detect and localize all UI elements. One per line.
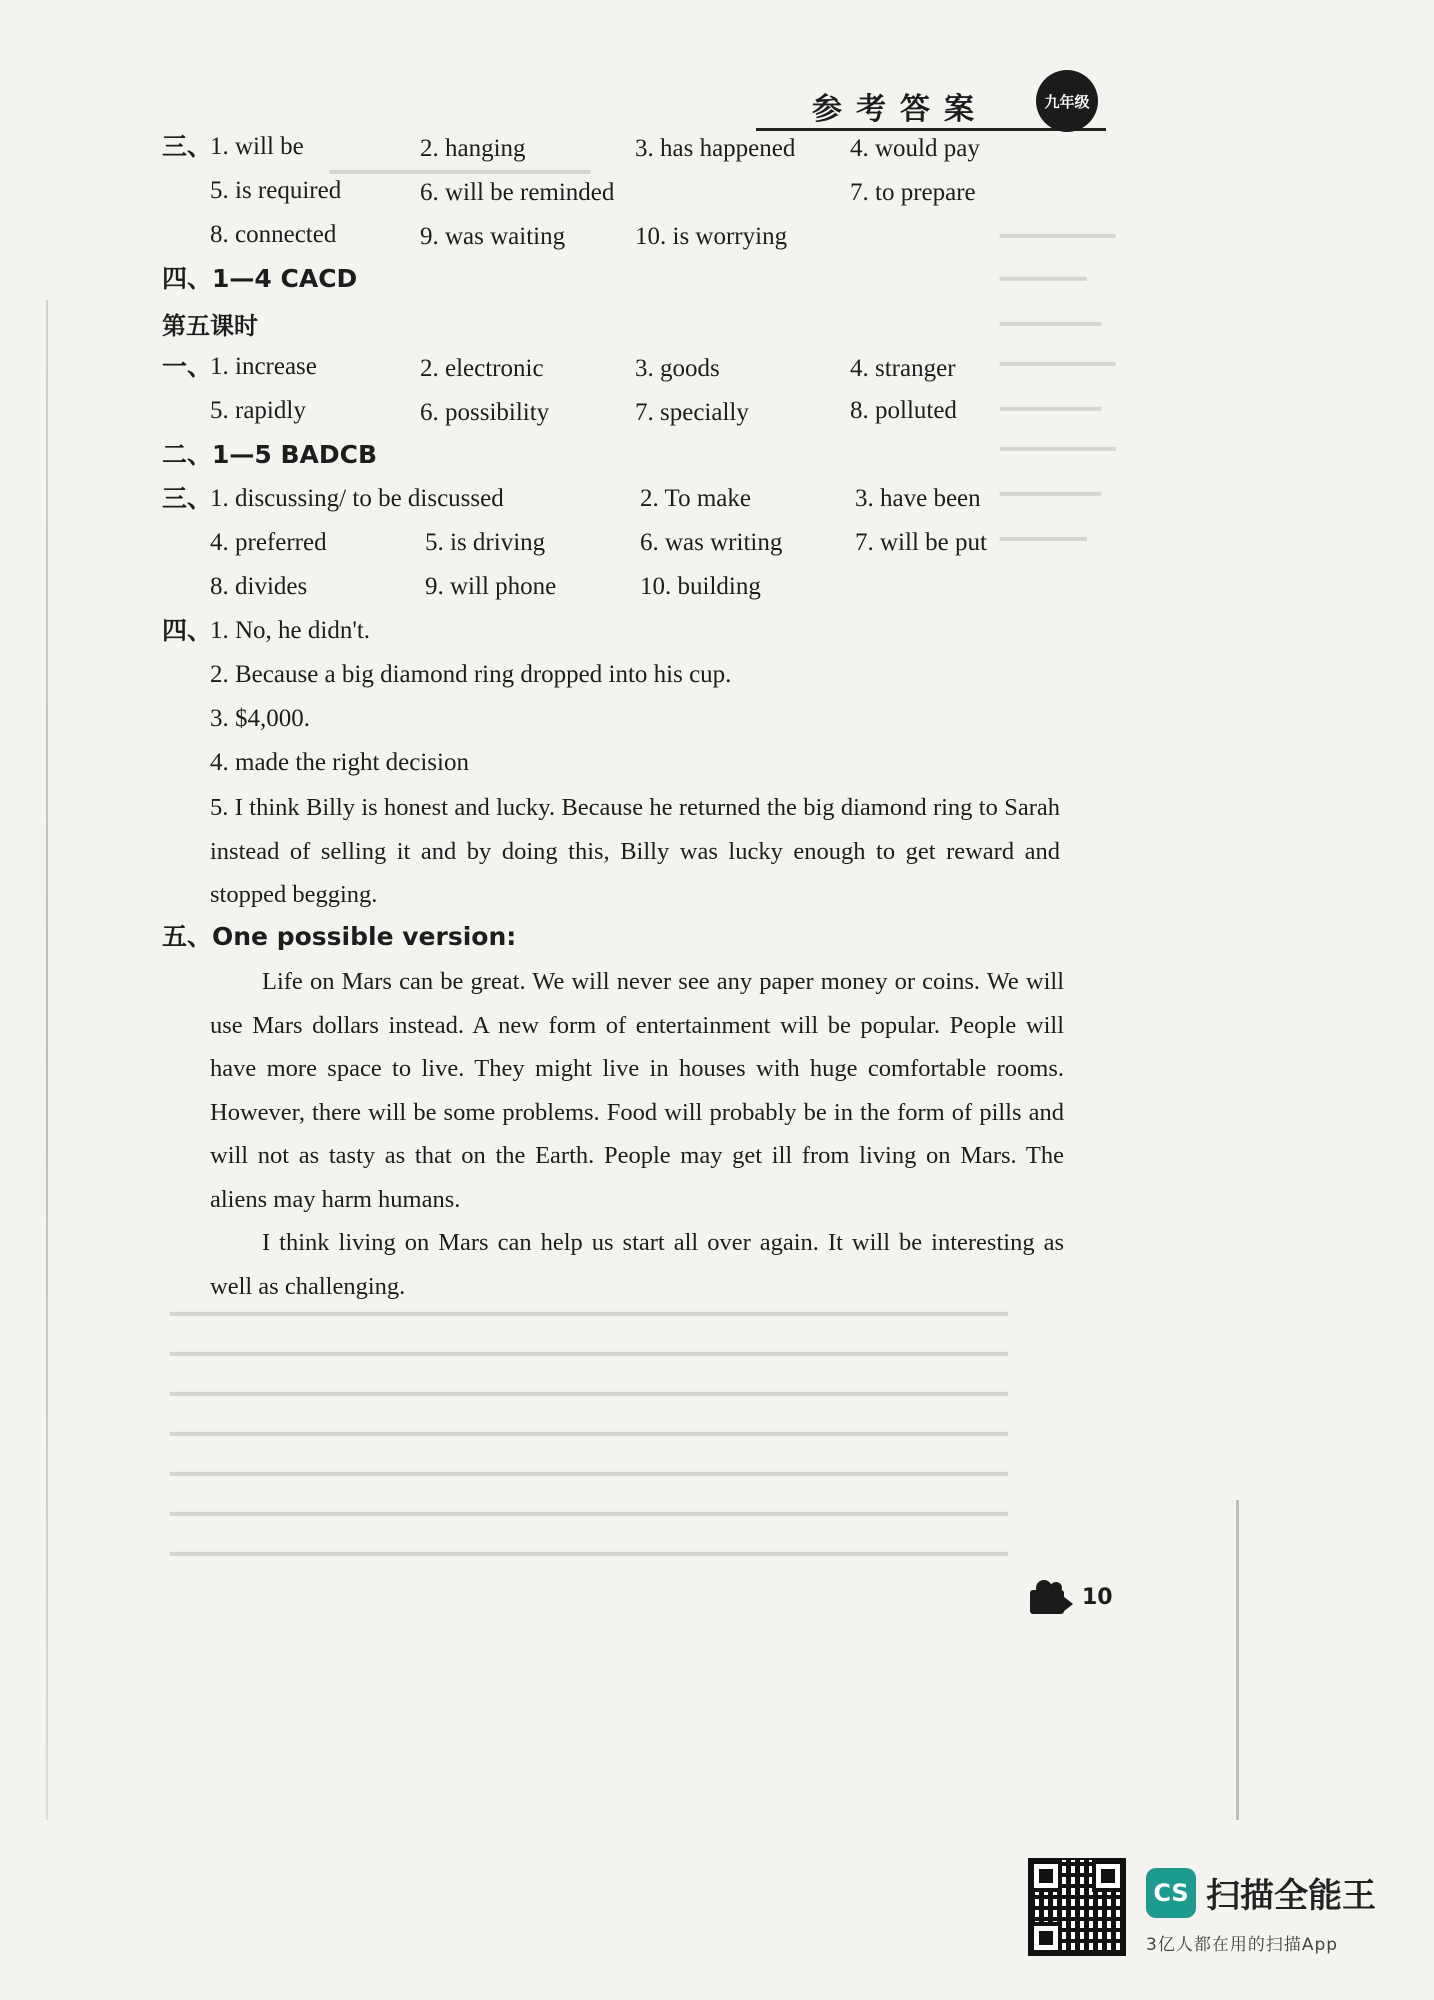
section-answer: 二、1—5 BADCB [162, 440, 378, 469]
qr-code-icon [1030, 1860, 1124, 1954]
bleed-through: ━━━━━━━━━━━━━━━━━━━━━━━━━━━━━━━━━━━━━━━━━━━━━━━━━━━━━━━━━━ [170, 1502, 1009, 1528]
answer-item: 3. $4,000. [210, 705, 310, 732]
bleed-through: ━━━━━━━ [1000, 482, 1102, 508]
answer-item: 4. stranger [850, 355, 956, 382]
camera-icon [1030, 1580, 1074, 1614]
camscanner-logo: CS [1146, 1868, 1196, 1918]
lesson-title: 第五课时 [162, 312, 258, 340]
answer-paragraph [210, 786, 1060, 917]
answer-item: 7. will be put [855, 529, 987, 556]
answer-item: 8. connected [210, 221, 337, 248]
camscanner-name: 扫描全能王 [1206, 1876, 1376, 1916]
page-number-text: 10 [1082, 1584, 1113, 1610]
bleed-through: ━━━━━━━━ [1000, 224, 1116, 250]
page-number [1030, 1580, 1113, 1614]
answer-item: 1. No, he didn't. [210, 617, 371, 644]
bleed-through: ━━━━━━━━━━━━━━━━━━ [330, 160, 591, 186]
answer-item: 5. I think Billy is honest and lucky. Because he returned the big diamond ring to Sarah instead of selling it and by doing this, Billy was lucky enough to get reward and stopped begging. [210, 794, 1060, 908]
bleed-through: ━━━━━━━ [1000, 397, 1102, 423]
section-answer: 四、1—4 CACD [162, 264, 358, 293]
bleed-through: ━━━━━━━ [1000, 312, 1102, 338]
answer-item: 4. preferred [210, 529, 327, 556]
answer-item: 2. Because a big diamond ring dropped into his cup. [210, 661, 732, 688]
bleed-through: ━━━━━━ [1000, 527, 1087, 553]
answer-item: 2. electronic [420, 355, 544, 382]
section-label: 四、 [162, 616, 213, 645]
answer-item: 5. is required [210, 177, 342, 204]
answer-item: 6. will be reminded [420, 179, 615, 206]
bleed-through: ━━━━━━━━━━━━━━━━━━━━━━━━━━━━━━━━━━━━━━━━━━━━━━━━━━━━━━━━━━ [170, 1382, 1009, 1408]
answer-item: 3. goods [635, 355, 720, 382]
answer-item: 1. increase [210, 353, 317, 380]
bleed-through: ━━━━━━━━━━━━━━━━━━━━━━━━━━━━━━━━━━━━━━━━━━━━━━━━━━━━━━━━━━ [170, 1302, 1009, 1328]
answer-item: 5. rapidly [210, 397, 306, 424]
essay-paragraph-1: Life on Mars can be great. We will never see any paper money or coins. We will use Mars dollars instead. A new form of entertainment will be popular. People will have more space to live. They might live in houses with huge comfortable rooms. However, there will be some problems. Food will probably be in the form of pills and will not as tasty as that on the Earth. People may get ill from living on Mars. The aliens may harm humans. [210, 968, 1064, 1213]
bleed-through: ━━━━━━━━━━━━━━━━━━━━━━━━━━━━━━━━━━━━━━━━━━━━━━━━━━━━━━━━━━ [170, 1422, 1009, 1448]
grade-badge: 九年级 [1036, 70, 1098, 132]
answer-item: 1. will be [210, 133, 304, 160]
answer-item: 1. discussing/ to be discussed [210, 485, 504, 512]
bleed-through: ━━━━━━━━ [1000, 437, 1116, 463]
answer-item: 3. has happened [635, 135, 796, 162]
section-label: 三、 [162, 484, 213, 513]
answer-item: 8. divides [210, 573, 308, 600]
camscanner-tagline: 3亿人都在用的扫描App [1146, 1935, 1339, 1955]
answer-item: 10. building [640, 573, 761, 600]
answer-item: 6. possibility [420, 399, 550, 426]
answer-item: 9. will phone [425, 573, 557, 600]
answer-item: 9. was waiting [420, 223, 566, 250]
bleed-through: ━━━━━━━━━━━━━━━━━━━━━━━━━━━━━━━━━━━━━━━━━━━━━━━━━━━━━━━━━━ [170, 1342, 1009, 1368]
bleed-through: ━━━━━━━━━━━━━━━━━━━━━━━━━━━━━━━━━━━━━━━━━━━━━━━━━━━━━━━━━━ [170, 1542, 1009, 1568]
answer-item: 3. have been [855, 485, 981, 512]
answer-item: 7. specially [635, 399, 749, 426]
section-label: 五、One possible version: [162, 922, 517, 951]
answer-item: 2. hanging [420, 135, 526, 162]
answer-item: 7. to prepare [850, 179, 976, 206]
answer-item: 10. is worrying [635, 223, 788, 250]
page-edge-shadow-right [1236, 1500, 1239, 1820]
section-label: 一、 [162, 352, 213, 381]
answer-item: 5. is driving [425, 529, 546, 556]
page-edge-shadow [46, 300, 48, 1820]
answer-item: 8. polluted [850, 397, 957, 424]
answer-item: 4. would pay [850, 135, 980, 162]
answer-item: 2. To make [640, 485, 751, 512]
answer-item: 6. was writing [640, 529, 783, 556]
essay-paragraph-2: I think living on Mars can help us start all over again. It will be interesting as well as challenging. [210, 1229, 1064, 1300]
page-header-title: 参考答案 [812, 92, 988, 127]
answer-item: 4. made the right decision [210, 749, 469, 776]
section-label: 三、 [162, 132, 213, 161]
bleed-through: ━━━━━━ [1000, 267, 1087, 293]
bleed-through: ━━━━━━━━━━━━━━━━━━━━━━━━━━━━━━━━━━━━━━━━━━━━━━━━━━━━━━━━━━ [170, 1462, 1009, 1488]
bleed-through: ━━━━━━━━ [1000, 352, 1116, 378]
